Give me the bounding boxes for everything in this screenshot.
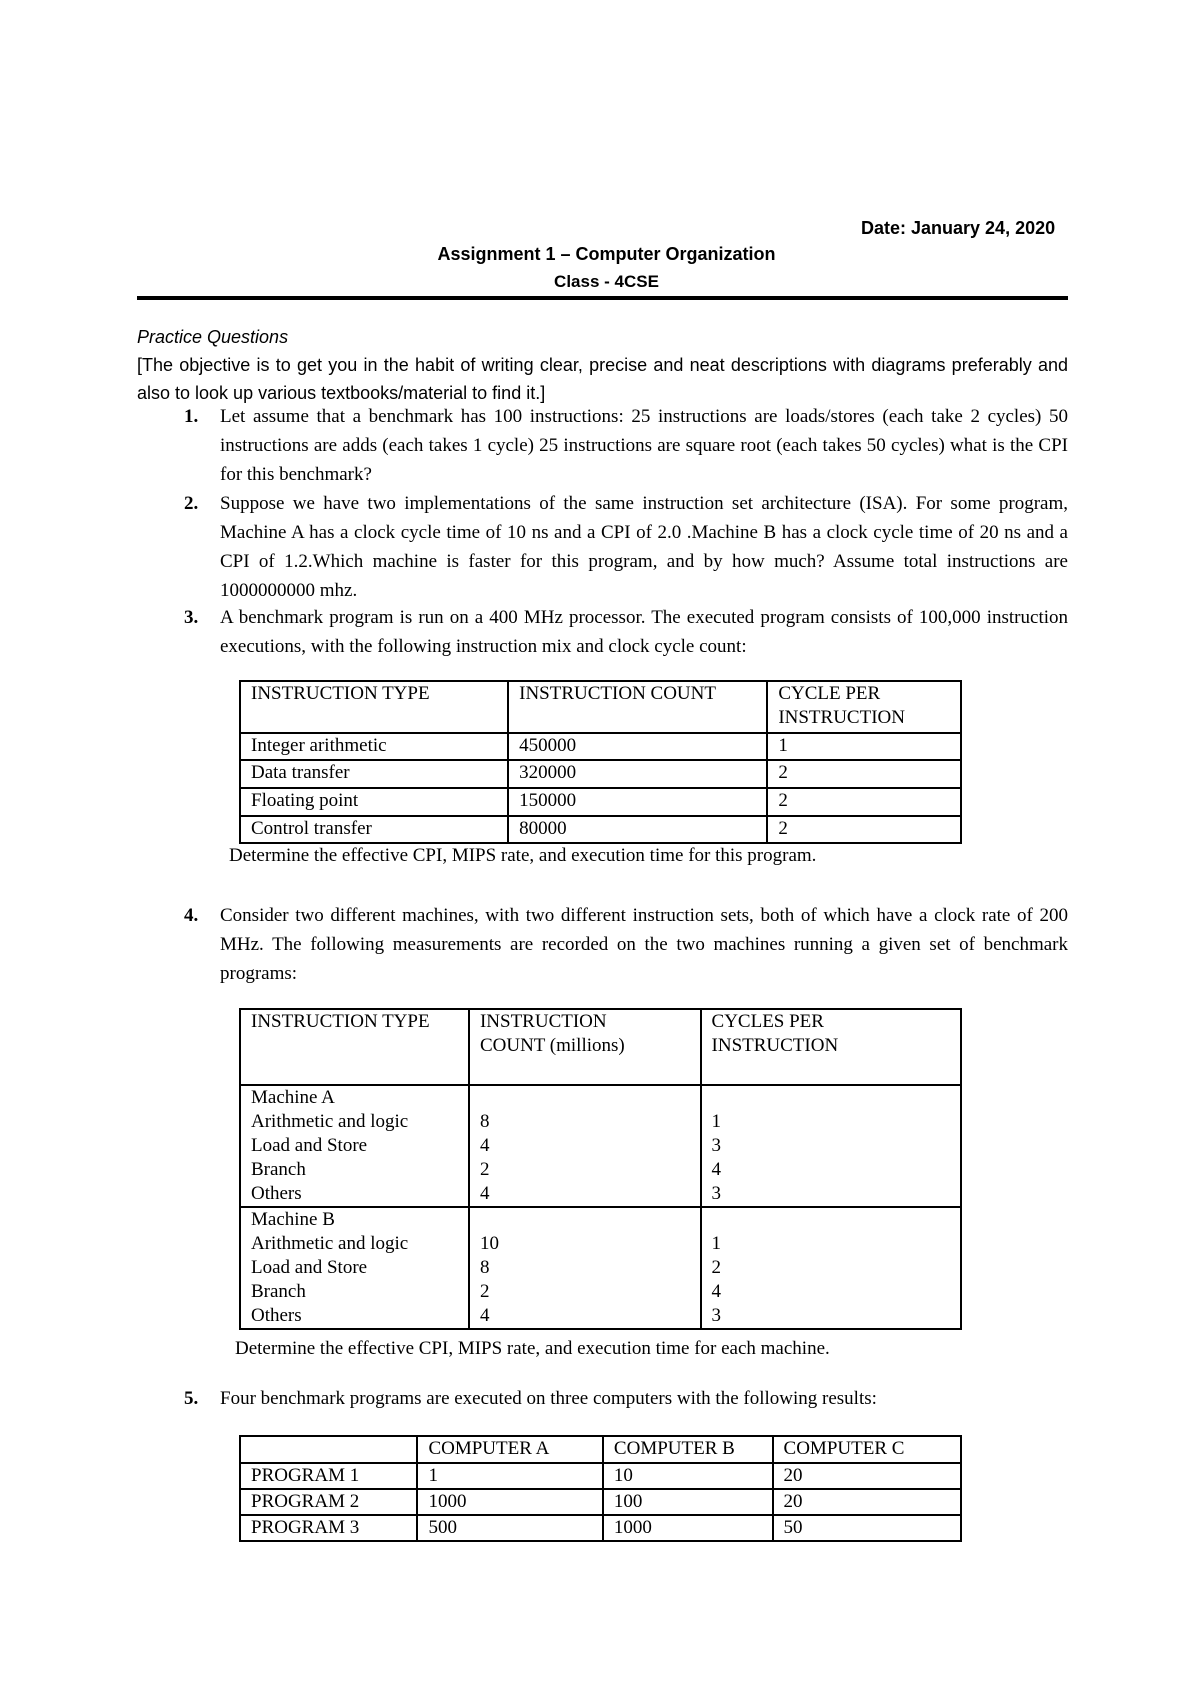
table-cell: 1 <box>767 733 961 760</box>
table-cell-text: 1 <box>711 1111 722 1132</box>
table-cell-text: 2 <box>711 1257 722 1278</box>
table-cell-text: 4 <box>711 1281 722 1302</box>
header-divider <box>137 296 1068 300</box>
table-header-cell: INSTRUCTION COUNT (millions) <box>469 1009 701 1085</box>
table-cell: PROGRAM 3 <box>240 1515 417 1541</box>
table-cell <box>240 1207 469 1329</box>
practice-heading: Practice Questions <box>137 327 289 347</box>
machine-name: Machine A <box>251 1087 335 1108</box>
table-cell: 10 <box>603 1463 773 1489</box>
table-cell <box>701 1207 961 1329</box>
table-cell: 100 <box>603 1489 773 1515</box>
question-number: 1. <box>184 406 199 427</box>
table-header-cell: COMPUTER A <box>417 1436 602 1463</box>
table-cell: 1000 <box>417 1489 602 1515</box>
question-number: 5. <box>184 1388 199 1409</box>
machine-comparison-table <box>239 1008 962 1330</box>
table-cell: 2 <box>767 788 961 816</box>
question-number: 4. <box>184 905 199 926</box>
table-cell-text: Arithmetic and logic <box>251 1111 409 1132</box>
table-header-cell <box>240 1436 417 1463</box>
table-cell-text: Branch <box>251 1281 306 1302</box>
class-label: Class - 4CSE <box>554 272 659 291</box>
table-header-cell: INSTRUCTION TYPE <box>240 681 508 733</box>
table-cell-text: Load and Store <box>251 1257 368 1278</box>
table2-followup: Determine the effective CPI, MIPS rate, and execution time for each machine. <box>235 1338 830 1359</box>
table-cell: 450000 <box>508 733 767 760</box>
machine-name: Machine B <box>251 1209 335 1230</box>
table-header-row <box>240 681 961 733</box>
table-cell: 1000 <box>603 1515 773 1541</box>
table-cell: Control transfer <box>240 816 508 843</box>
table-cell: 2 <box>767 760 961 788</box>
table-cell-text: 2 <box>479 1159 490 1180</box>
instruction-mix-table <box>239 680 962 844</box>
question-text: Suppose we have two implementations of the same instruction set architecture (ISA). For some program, Machine A has a clock cycle time of 10 ns and a CPI of 2.0 .Machine B has a clock cycle time of 20 ns and a CPI of 1.2.Which machine is faster for this program, and by how much? Assume total instructions are 1000000000 mhz. <box>220 493 1068 601</box>
question-number: 3. <box>184 607 199 628</box>
question-4 <box>184 901 1068 988</box>
table-row <box>240 1489 961 1515</box>
question-5 <box>184 1384 1068 1413</box>
table-row <box>240 816 961 843</box>
table-cell: 150000 <box>508 788 767 816</box>
table-cell: Data transfer <box>240 760 508 788</box>
table-cell-text: 3 <box>711 1183 722 1204</box>
question-2 <box>184 489 1068 605</box>
question-text: A benchmark program is run on a 400 MHz processor. The executed program consists of 100,000 instruction executions, with the following instruction mix and clock cycle count: <box>220 607 1068 657</box>
objective-paragraph: [The objective is to get you in the habit of writing clear, precise and neat descriptions with diagrams preferably and also to look up various textbooks/material to find it.] <box>137 355 1068 403</box>
table-header-cell: CYCLES PER INSTRUCTION <box>701 1009 961 1085</box>
table-cell-text: Arithmetic and logic <box>251 1233 409 1254</box>
table-cell-text: 8 <box>479 1257 490 1278</box>
table-cell: PROGRAM 1 <box>240 1463 417 1489</box>
table-cell-text: Others <box>251 1183 302 1204</box>
table-cell-text: 8 <box>479 1111 490 1132</box>
table-row <box>240 788 961 816</box>
table-cell-text: 2 <box>479 1281 490 1302</box>
table-row <box>240 733 961 760</box>
table-header-row <box>240 1009 961 1085</box>
table-cell: Floating point <box>240 788 508 816</box>
table-cell-text: Others <box>251 1305 302 1326</box>
table-cell: 50 <box>773 1515 961 1541</box>
table-header-cell: COMPUTER C <box>773 1436 961 1463</box>
table-cell: Integer arithmetic <box>240 733 508 760</box>
table-cell-text: Load and Store <box>251 1135 368 1156</box>
benchmark-results-table <box>239 1435 962 1542</box>
table-cell-text: 3 <box>711 1305 722 1326</box>
table-cell-text: 4 <box>479 1135 490 1156</box>
table-cell <box>240 1085 469 1207</box>
table-cell: 320000 <box>508 760 767 788</box>
table-cell <box>701 1085 961 1207</box>
table-header-cell: CYCLE PER INSTRUCTION <box>767 681 961 733</box>
table-cell-text: 1 <box>711 1233 722 1254</box>
table-cell <box>469 1207 701 1329</box>
table-cell-text: 4 <box>479 1305 490 1326</box>
table-header-cell: COMPUTER B <box>603 1436 773 1463</box>
table-cell-text: 4 <box>479 1183 490 1204</box>
question-3 <box>184 603 1068 661</box>
table-cell-text: 3 <box>711 1135 722 1156</box>
assignment-title: Assignment 1 – Computer Organization <box>437 244 776 264</box>
question-number: 2. <box>184 493 199 514</box>
table-row <box>240 1463 961 1489</box>
table-cell: 1 <box>417 1463 602 1489</box>
table-header-cell: INSTRUCTION TYPE <box>240 1009 469 1085</box>
question-1 <box>184 402 1068 489</box>
question-text: Let assume that a benchmark has 100 instructions: 25 instructions are loads/stores (each take 2 cycles) 50 instructions are adds (each takes 1 cycle) 25 instructions are square root (each takes 50 cycles) what is the CPI for this benchmark? <box>220 406 1068 485</box>
table1-followup: Determine the effective CPI, MIPS rate, and execution time for this program. <box>229 845 817 866</box>
table-cell-text: Branch <box>251 1159 306 1180</box>
machine-b-group <box>240 1207 961 1329</box>
table-cell: 80000 <box>508 816 767 843</box>
assignment-date: Date: January 24, 2020 <box>861 218 1056 238</box>
table-cell: 20 <box>773 1463 961 1489</box>
table-cell: 2 <box>767 816 961 843</box>
question-text: Consider two different machines, with two different instruction sets, both of which have a clock rate of 200 MHz. The following measurements are recorded on the two machines running a given set of benchmark programs: <box>220 905 1068 984</box>
question-text: Four benchmark programs are executed on three computers with the following results: <box>220 1388 877 1409</box>
table-row <box>240 760 961 788</box>
machine-a-group <box>240 1085 961 1207</box>
table-cell: PROGRAM 2 <box>240 1489 417 1515</box>
table-cell-text: 4 <box>711 1159 722 1180</box>
table-cell <box>469 1085 701 1207</box>
table-header-cell: INSTRUCTION COUNT <box>508 681 767 733</box>
table-cell-text: 10 <box>479 1233 499 1254</box>
table-cell: 20 <box>773 1489 961 1515</box>
table-row <box>240 1515 961 1541</box>
table-cell: 500 <box>417 1515 602 1541</box>
table-header-row <box>240 1436 961 1463</box>
